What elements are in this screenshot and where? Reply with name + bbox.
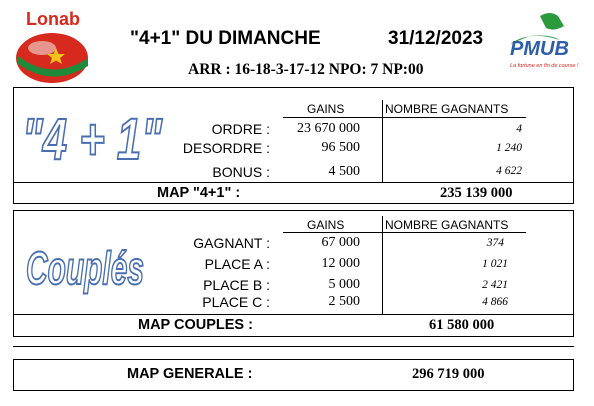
row-label: BONUS : bbox=[212, 164, 270, 180]
row-gagnants: 2 421 bbox=[482, 279, 508, 291]
row-gains: 12 000 bbox=[321, 256, 360, 271]
map-value: 61 580 000 bbox=[429, 317, 495, 333]
row-gains: 67 000 bbox=[321, 235, 360, 250]
big-label-text: Couplés bbox=[26, 242, 144, 294]
col-gagnants-header: NOMBRE GAGNANTS bbox=[385, 218, 509, 232]
row-gains: 5 000 bbox=[328, 277, 360, 292]
pmub-logo-text: PMUB bbox=[510, 38, 569, 60]
arrival-line: ARR : 16-18-3-17-12 NPO: 7 NP:00 bbox=[188, 61, 424, 78]
section-4plus1-big-label bbox=[18, 97, 168, 182]
page-date: 31/12/2023 bbox=[388, 28, 484, 49]
row-label: PLACE C : bbox=[202, 294, 270, 310]
row-gains: 2 500 bbox=[328, 294, 360, 309]
map-value: 235 139 000 bbox=[440, 185, 513, 201]
row-gagnants: 1 240 bbox=[496, 142, 522, 154]
row-gagnants: 374 bbox=[486, 237, 504, 249]
lonab-logo-text: Lonab bbox=[26, 9, 80, 29]
pmub-logo bbox=[500, 10, 594, 82]
row-gains: 96 500 bbox=[321, 140, 360, 155]
row-label: GAGNANT : bbox=[193, 235, 270, 251]
general-frame bbox=[13, 359, 574, 391]
big-label-text: "4 + 1" bbox=[22, 107, 164, 172]
row-gains: 4 500 bbox=[328, 164, 360, 179]
general-label: MAP GENERALE : bbox=[127, 366, 253, 382]
row-label: ORDRE : bbox=[211, 121, 270, 137]
col-gains-header: GAINS bbox=[307, 102, 345, 116]
map-label: MAP "4+1" : bbox=[157, 185, 241, 201]
row-label: PLACE A : bbox=[204, 256, 270, 272]
column-divider bbox=[382, 216, 383, 314]
row-gagnants: 4 bbox=[516, 123, 522, 135]
general-top-rule bbox=[13, 346, 574, 347]
section-4plus1-map-divider bbox=[13, 182, 574, 183]
section-couples-big-label bbox=[22, 228, 152, 303]
row-label: PLACE B : bbox=[203, 277, 270, 293]
pmub-tagline: La fortune en fin de course ! bbox=[510, 63, 579, 69]
header-underline bbox=[283, 232, 526, 233]
row-gagnants: 4 622 bbox=[496, 165, 522, 177]
col-gains-header: GAINS bbox=[307, 218, 345, 232]
general-value: 296 719 000 bbox=[412, 366, 485, 382]
map-label: MAP COUPLES : bbox=[138, 317, 253, 333]
lonab-logo bbox=[12, 6, 98, 86]
page-title: "4+1" DU DIMANCHE bbox=[130, 28, 321, 49]
header-underline bbox=[283, 117, 526, 118]
row-gains: 23 670 000 bbox=[297, 121, 360, 136]
column-divider bbox=[382, 100, 383, 182]
col-gagnants-header: NOMBRE GAGNANTS bbox=[385, 102, 509, 116]
section-couples-map-divider bbox=[13, 314, 574, 315]
row-gagnants: 4 866 bbox=[482, 296, 508, 308]
row-label: DESORDRE : bbox=[182, 140, 270, 156]
row-gagnants: 1 021 bbox=[482, 258, 508, 270]
